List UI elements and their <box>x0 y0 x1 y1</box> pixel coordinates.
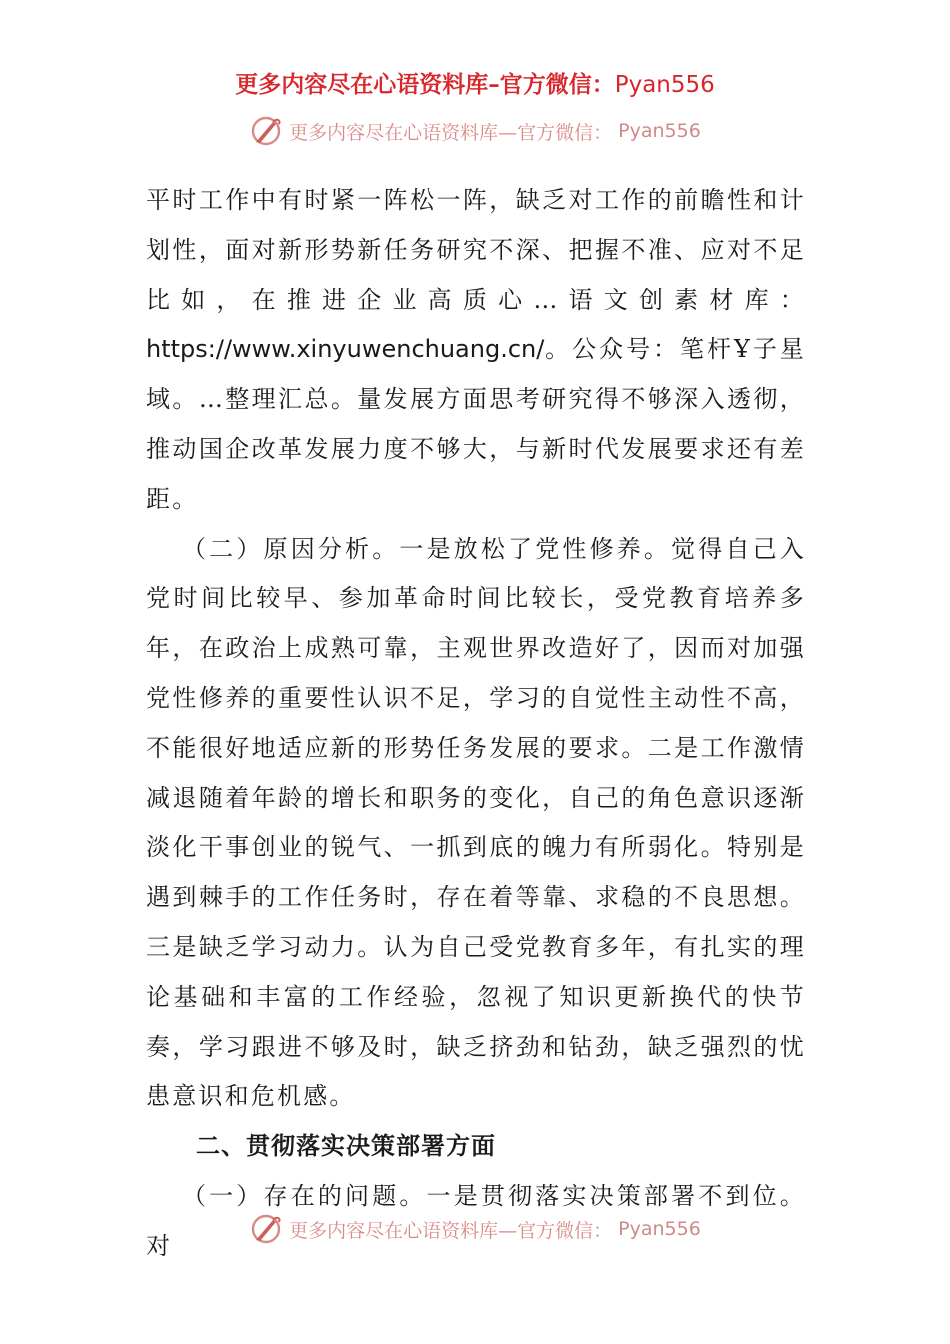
paragraph-3: （一）存在的问题。一是贯彻落实决策部署不到位。对 <box>146 1181 806 1260</box>
quill-pen-logo-icon <box>249 1212 283 1246</box>
watermark-handle: Pyan556 <box>618 120 701 142</box>
paragraph-1 <box>146 176 806 525</box>
watermark-bottom <box>0 1212 950 1246</box>
paragraph-2: （二）原因分析。一是放松了党性修养。觉得自己入党时间比较早、参加革命时间比较长，受党教育培养多年，在政治上成熟可靠，主观世界改造好了，因而对加强党性修养的重要性认识不足，学习的自觉性主动性不高，不能很好地适应新的形势任务发展的要求。二是工作激情减退随着年龄的增长和职务的变化，自己的角色意识逐渐淡化干事创业的锐气、一抓到底的魄力有所弱化。特别是遇到棘手的工作任务时，存在着等靠、求稳的不良思想。三是缺乏学习动力。认为自己受党教育多年，有扎实的理论基础和丰富的工作经验，忽视了知识更新换代的快节奏，学习跟进不够及时，缺乏挤劲和钻劲，缺乏强烈的忧患意识和危机感。 <box>146 534 806 1111</box>
document-body <box>146 176 806 1272</box>
paragraph-1-text-b: 。公众号：笔杆Ұ子星域。…整理汇总。量发展方面思考研究得不够深入透彻，推动国企改革发展力度不够大，与新时代发展要求还有差距。 <box>146 335 806 513</box>
watermark-text: 更多内容尽在心语资料库—官方微信： <box>289 1219 613 1242</box>
watermark-top <box>0 114 950 148</box>
section-heading: 二、贯彻落实决策部署方面 <box>196 1132 496 1161</box>
watermark-text: 更多内容尽在心语资料库—官方微信： <box>289 121 613 144</box>
paragraph-1-text-a: 平时工作中有时紧一阵松一阵，缺乏对工作的前瞻性和计划性，面对新形势新任务研究不深、把握不准、应对不足比如，在推进企业高质心…语文创素材库： <box>146 186 806 314</box>
banner-text: 更多内容尽在心语资料库–官方微信： <box>235 71 615 98</box>
banner-handle: Pyan556 <box>614 72 715 98</box>
top-banner <box>0 66 950 99</box>
quill-pen-logo-icon <box>249 114 283 148</box>
website-link[interactable]: https://www.xinyuwenchuang.cn/ <box>146 335 545 364</box>
watermark-handle: Pyan556 <box>618 1218 701 1240</box>
